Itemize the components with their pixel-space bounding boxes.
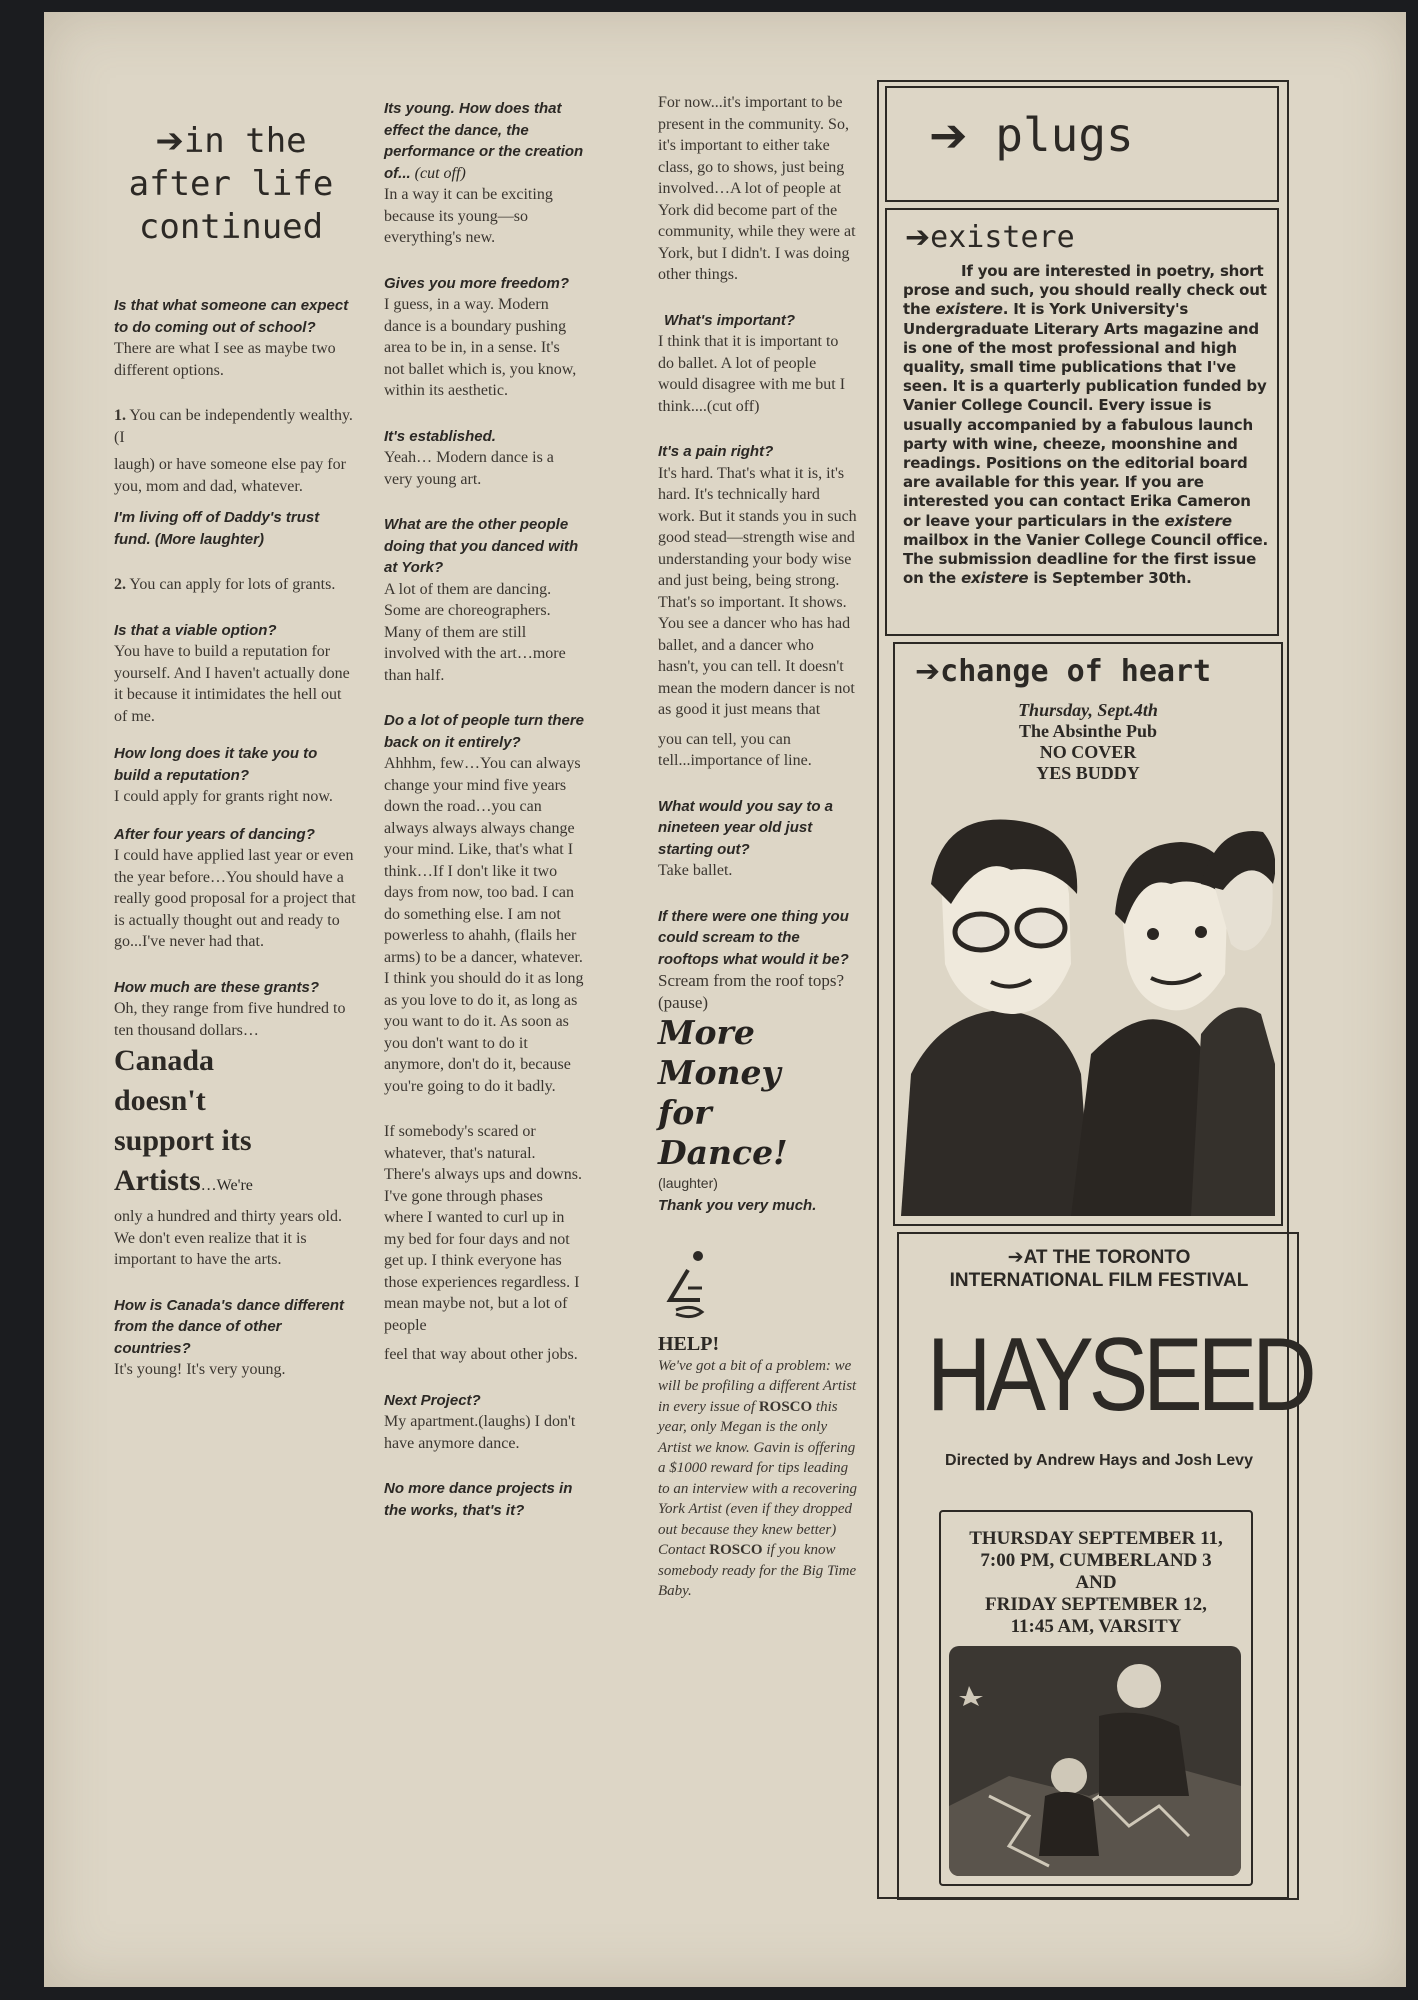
plugs-header-box (885, 86, 1279, 202)
thanks-line: Thank you very much. (658, 1196, 817, 1214)
arrow-right-icon: ➔ (155, 121, 184, 161)
question: I'm living off of Daddy's trust fund. (More laughter) (114, 509, 320, 548)
film-title: HAYSEED (926, 1317, 1312, 1433)
answer: you can tell, you can tell...importance of line. (658, 730, 812, 769)
column-2 (384, 98, 584, 1521)
pull-quote: Canada doesn't support its Artists…We're (114, 1044, 253, 1197)
question: What would you say to a nineteen year old just starting out? (658, 797, 834, 858)
arrow-right-icon: ➔ (1007, 1246, 1024, 1268)
answer: I could have applied last year or even the year before…You should have a really good proposal for a project that is actually thought out and ready to go...I've never had that. (114, 847, 356, 950)
question: If there were one thing you could scream to the rooftops what would it be? (658, 907, 849, 968)
plugs-title: plugs (995, 108, 1134, 162)
answer: My apartment.(laughs) I don't have anymore dance. (384, 1413, 576, 1452)
question: After four years of dancing? (114, 825, 315, 843)
column-3 (658, 92, 858, 1602)
answer: I guess, in a way. Modern dance is a boundary pushing area to be in, in a sense. It's not ballet which is, you know, within its aesthetic. (384, 296, 577, 399)
question: Gives you more freedom? (384, 274, 570, 292)
answer: only a hundred and thirty years old. We don't even realize that it is important to have the arts. (114, 1208, 342, 1268)
question: Do a lot of people turn there back on it entirely? (384, 712, 585, 751)
existere-body: If you are interested in poetry, short prose and such, you should really check out the existere. It is York University's Undergraduate Literary Arts magazine and is one of the most professional and high quality, small time publications that I've seen. It is a quarterly publication funded by Vanier College Council. Every issue is usually accompanied by a fabulous launch party with wine, cheeze, moonshine and readings. Positions on the editorial board are available for this year. If you are interested you can contact Erika Cameron or leave your particulars in the existere mailbox in the Vanier College Council office. The submission deadline for the first issue on the existere is September 30th. (903, 262, 1269, 588)
question: What's important? (664, 311, 796, 329)
answer: For now...it's important to be present in the community. So, it's important to either take class, go to shows, just being involved…A lot of people at York did become part of the community, while they were at York, but I didn't. I was doing other things. (658, 94, 856, 283)
answer: If somebody's scared or whatever, that's natural. There's always ups and downs. I've gone through phases where I wanted to curl up in my bed for four days and not get up. I think everyone has those experiences regardless. I mean maybe not, but a lot of people (384, 1123, 582, 1334)
answer: Ahhhm, few…You can always change your mind five years down the road…you can always always always change your mind. Like, that's what I think…If I don't like it two days from now, too bad. I can do something else. I am not powerless to ahahh, (flails her arms) to be a dancer, whatever. I think you should do it as long as you love to do it, as long as you want to do it. As soon as you don't want to do it anymore, don't do it, because you're going to do it badly. (384, 755, 584, 1095)
answer: Scream from the roof tops? (pause) (658, 971, 844, 1012)
answer: laugh) or have someone else pay for you, mom and dad, whatever. (114, 456, 346, 495)
arrow-right-icon: ➔ (915, 654, 941, 689)
title-line-1: in the (183, 121, 307, 161)
event-venue: The Absinthe Pub (1018, 721, 1158, 741)
answer: A lot of them are dancing. Some are choreographers. Many of them are still involved with the art…more than half. (384, 580, 566, 684)
help-heading: HELP! (658, 1333, 720, 1355)
question: How is Canada's dance different from the dance of other countries? (114, 1296, 345, 1357)
section-title (106, 120, 356, 249)
question: No more dance projects in the works, that's it? (384, 1480, 573, 1519)
pull-quote: More Money for Dance! (658, 1013, 788, 1172)
answer: It's young! It's very young. (114, 1361, 286, 1378)
answer: Oh, they range from five hundred to ten thousand dollars… (114, 1000, 346, 1039)
film-festival-box (897, 1232, 1312, 1900)
answer: In a way it can be exciting because its young—so everything's new. (384, 186, 553, 246)
answer: 2. You can apply for lots of grants. (114, 576, 336, 593)
question: It's a pain right? (658, 443, 774, 460)
laughter-note: (laughter) (658, 1175, 718, 1191)
question: Is that a viable option? (114, 621, 277, 639)
showtimes: THURSDAY SEPTEMBER 11, 7:00 PM, CUMBERLAND 3 AND FRIDAY SEPTEMBER 12, 11:45 AM, VARSITY (969, 1528, 1223, 1637)
question: Its young. How does that effect the dance, the performance or the creation of... (cut off) (384, 100, 584, 182)
arrow-right-icon: ➔ (929, 108, 968, 162)
event-buddy: YES BUDDY (1036, 763, 1140, 783)
answer: I could apply for grants right now. (114, 788, 333, 805)
answer: Take ballet. (658, 862, 733, 879)
question: How long does it take you to build a reputation? (114, 745, 318, 784)
arrow-right-icon: ➔ (905, 220, 931, 255)
rosco-logo-icon (658, 1248, 714, 1322)
band-photo (901, 814, 1275, 1216)
question: What are the other people doing that you danced with at York? (384, 516, 579, 576)
film-directors: Directed by Andrew Hays and Josh Levy (945, 1452, 1253, 1469)
change-heading: change of heart (940, 654, 1212, 689)
answer: 1. You can be independently wealthy. (I (114, 407, 353, 446)
newspaper-page (44, 12, 1406, 1987)
title-line-2: after life (128, 164, 334, 204)
existere-box (885, 208, 1279, 636)
column-1 (106, 120, 356, 1381)
answer: You have to build a reputation for yourself. And I haven't actually done it because it intimidates the hell out of me. (114, 643, 350, 725)
existere-heading: existere (930, 220, 1075, 255)
answer: I think that it is important to do ballet. A lot of people would disagree with me but I think....(cut off) (658, 333, 846, 415)
question: Is that what someone can expect to do coming out of school? (114, 297, 349, 336)
change-of-heart-box (893, 642, 1283, 1226)
question: It's established. (384, 427, 496, 445)
answer: Yeah… Modern dance is a very young art. (384, 449, 554, 488)
film-heading: ➔AT THE TORONTO INTERNATIONAL FILM FESTIVAL (949, 1246, 1249, 1291)
question: How much are these grants? (114, 978, 320, 996)
help-text: We've got a bit of a problem: we will be profiling a different Artist in every issue of ROSCO this year, only Megan is the only Artist we know. Gavin is offering a $1000 reward for tips leading to an interview with a recovering York Artist (even if they dropped out because they knew better) Contact ROSCO if you know somebody ready for the Big Time Baby. (658, 1357, 857, 1599)
event-cover: NO COVER (1039, 742, 1137, 762)
film-still (949, 1646, 1241, 1876)
answer: It's hard. That's what it is, it's hard. It's technically hard work. But it stands you in such good stead—strength wise and understanding your body wise and just being, being strong. That's so important. It shows. You see a dancer who has had ballet, and a dancer who hasn't, you can tell. It doesn't mean the modern dancer is not as good it just means that (658, 464, 857, 718)
answer: There are what I see as maybe two different options. (114, 340, 336, 379)
title-line-3: continued (138, 207, 324, 247)
answer: feel that way about other jobs. (384, 1346, 578, 1363)
question: Next Project? (384, 1391, 481, 1409)
showtimes-box (939, 1510, 1253, 1886)
event-date: Thursday, Sept.4th (1018, 700, 1158, 720)
